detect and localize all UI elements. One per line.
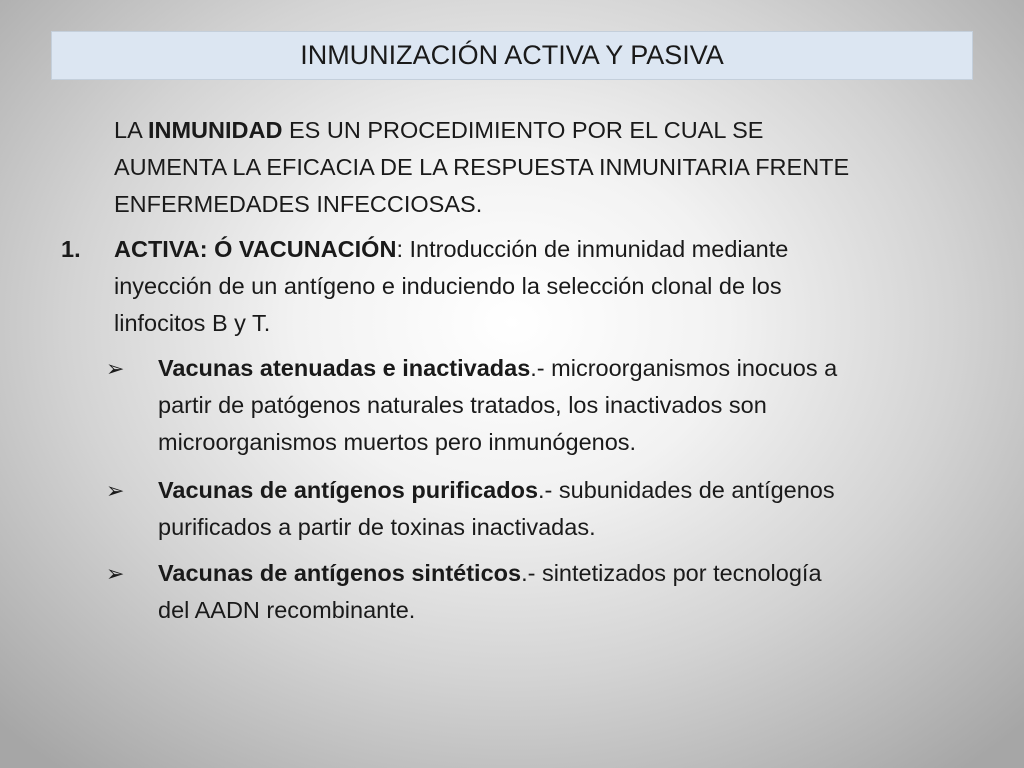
item1-line-1-rest: : Introducción de inmunidad mediante (396, 236, 789, 262)
intro-line-1-rest: ES UN PROCEDIMIENTO POR EL CUAL SE (282, 117, 764, 143)
intro-prefix: LA (114, 117, 148, 143)
item1-line-1 (114, 231, 788, 268)
bullet-1-bold-term: Vacunas atenuadas e inactivadas (158, 355, 531, 381)
intro-line-2: AUMENTA LA EFICACIA DE LA RESPUESTA INMUNITARIA FRENTE (114, 154, 850, 180)
intro-line-3: ENFERMEDADES INFECCIOSAS. (114, 191, 483, 217)
arrow-bullet-icon: ➢ (106, 356, 125, 381)
item1-bold-term: ACTIVA: Ó VACUNACIÓN (114, 236, 397, 262)
item-number: 1. (61, 236, 81, 262)
item1-line-3: linfocitos B y T. (114, 310, 271, 336)
item1-line-2: inyección de un antígeno e induciendo la selección clonal de los (114, 273, 782, 299)
bullet-3-line-1-rest: .- sintetizados por tecnología (521, 560, 822, 586)
bullet-2-line-2: purificados a partir de toxinas inactivadas. (158, 514, 596, 540)
bullet-1-line-1 (158, 350, 837, 387)
arrow-bullet-icon: ➢ (106, 561, 125, 586)
bullet-1-line-3: microorganismos muertos pero inmunógenos. (158, 429, 637, 455)
bullet-3-bold-term: Vacunas de antígenos sintéticos (158, 560, 522, 586)
intro-line-1 (114, 112, 763, 149)
bullet-2-line-1 (158, 472, 835, 509)
arrow-bullet-icon: ➢ (106, 478, 125, 503)
slide-title: INMUNIZACIÓN ACTIVA Y PASIVA (300, 40, 724, 70)
intro-bold-term: INMUNIDAD (147, 117, 283, 143)
bullet-3-line-1 (158, 555, 822, 592)
bullet-2-bold-term: Vacunas de antígenos purificados (158, 477, 539, 503)
bullet-1-line-1-rest: .- microorganismos inocuos a (530, 355, 838, 381)
bullet-2-line-1-rest: .- subunidades de antígenos (538, 477, 835, 503)
bullet-3-line-2: del AADN recombinante. (158, 597, 416, 623)
bullet-1-line-2: partir de patógenos naturales tratados, los inactivados son (158, 392, 767, 418)
